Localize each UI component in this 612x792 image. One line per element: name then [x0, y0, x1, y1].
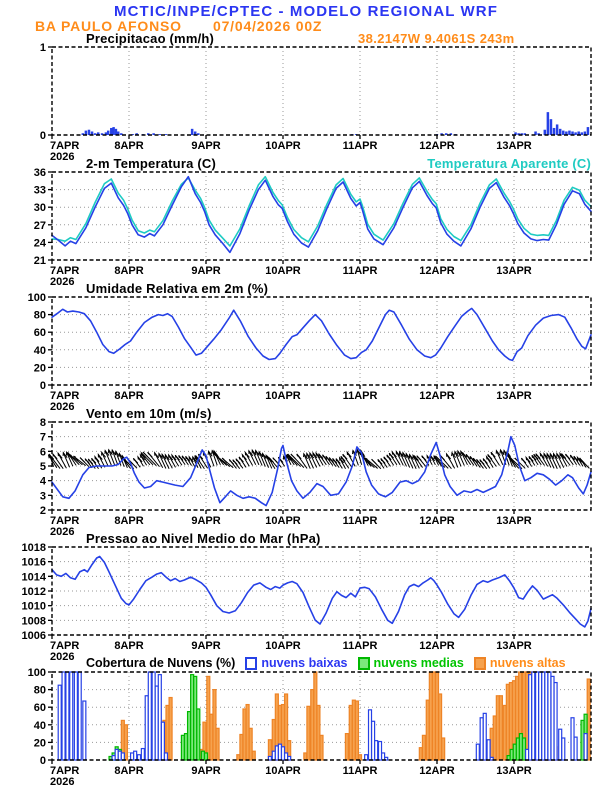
y-tick-label: 1 [39, 42, 46, 54]
y-tick-label: 6 [39, 446, 46, 459]
x-tick-label: 10APR [265, 390, 301, 402]
cloud-bar-nuvens-baixas [375, 741, 378, 760]
precip-bar [115, 129, 118, 135]
y-tick-label: 0 [39, 380, 46, 392]
y-tick-label: 0 [39, 755, 46, 767]
line-temperatura-aparente-c- [52, 177, 591, 246]
cloud-bar-nuvens-baixas [141, 749, 144, 760]
y-tick-label: 2 [39, 505, 46, 517]
y-tick-label: 40 [33, 344, 46, 357]
cloud-bar-nuvens-baixas [562, 738, 565, 760]
y-tick-label: 0 [39, 130, 46, 142]
x-tick-label: 8APR [114, 640, 144, 652]
cloud-bar-nuvens-baixas [365, 755, 368, 760]
x-tick-label: 8APR [114, 140, 144, 152]
x-axis-year-label: 2026 [50, 776, 75, 788]
x-tick-label: 7APR [50, 640, 80, 652]
x-tick-label: 12APR [419, 765, 455, 777]
y-tick-label: 5 [39, 461, 46, 473]
y-tick-label: 60 [33, 327, 46, 340]
x-tick-label: 7APR [50, 765, 80, 777]
x-tick-label: 12APR [419, 640, 455, 652]
cloud-bar-nuvens-baixas [574, 737, 577, 760]
x-axis-year-label: 2026 [50, 651, 75, 663]
line-umidade-relativa [52, 308, 591, 360]
x-tick-label: 8APR [114, 515, 144, 527]
precip-bar [587, 127, 590, 135]
cloud-bar-nuvens-baixas [66, 672, 69, 760]
y-tick-label: 20 [33, 737, 46, 750]
x-tick-label: 8APR [114, 765, 144, 777]
x-tick-label: 12APR [419, 140, 455, 152]
x-tick-label: 9APR [191, 765, 221, 777]
panel-precip [40, 42, 591, 163]
x-tick-label: 10APR [265, 140, 301, 152]
mid-clouds-swatch-icon [358, 657, 370, 670]
y-tick-label: 21 [33, 255, 46, 267]
y-tick-label: 40 [33, 719, 46, 732]
cloud-bar-nuvens-baixas [148, 672, 151, 760]
cloud-bar-nuvens-baixas [532, 672, 535, 760]
y-tick-label: 24 [33, 237, 46, 250]
x-tick-label: 10APR [265, 640, 301, 652]
cloud-bar-nuvens-baixas [78, 672, 81, 760]
x-tick-label: 11APR [342, 515, 378, 527]
x-axis-year-label: 2026 [50, 526, 75, 538]
y-tick-label: 27 [33, 219, 46, 232]
panel-frame [52, 47, 591, 135]
cloud-bar-nuvens-altas [307, 706, 310, 760]
cloud-bar-nuvens-baixas [476, 744, 479, 760]
y-tick-label: 33 [33, 184, 46, 197]
cloud-bar-nuvens-altas [216, 728, 219, 760]
x-tick-label: 10APR [265, 515, 301, 527]
panel-clouds [28, 667, 591, 788]
x-tick-label: 13APR [496, 140, 532, 152]
cloud-bar-nuvens-altas [320, 735, 323, 760]
cloud-bar-nuvens-altas [355, 701, 358, 760]
cloud-bar-nuvens-baixas [58, 685, 61, 760]
precip-bar [547, 112, 550, 135]
cloud-bar-nuvens-medias [197, 709, 200, 760]
x-tick-label: 13APR [496, 390, 532, 402]
x-axis-year-label: 2026 [50, 401, 75, 413]
y-tick-label: 1008 [21, 615, 46, 628]
panel-title-pressure: Pressao ao Nivel Medio do Mar (hPa) [86, 531, 321, 546]
y-tick-label: 1012 [21, 586, 46, 598]
y-tick-label: 60 [33, 702, 46, 715]
model-run-datetime: 07/04/2026 00Z [213, 18, 323, 34]
precip-bar [568, 131, 571, 135]
y-tick-label: 1010 [21, 600, 46, 613]
legend-item-high-clouds [474, 656, 566, 670]
x-tick-label: 12APR [419, 265, 455, 277]
x-tick-label: 8APR [114, 390, 144, 402]
cloud-bar-nuvens-baixas [70, 672, 73, 760]
x-tick-label: 13APR [496, 265, 532, 277]
x-tick-label: 7APR [50, 515, 80, 527]
x-tick-label: 7APR [50, 390, 80, 402]
legend-item-low-clouds [245, 656, 347, 670]
x-tick-label: 11APR [342, 640, 378, 652]
line-2-m-temperatura-c- [52, 177, 591, 253]
x-tick-label: 10APR [265, 765, 301, 777]
x-tick-label: 12APR [419, 515, 455, 527]
legend-item-mid-clouds [358, 656, 464, 670]
precip-bar [191, 129, 194, 135]
cloud-bar-nuvens-altas [345, 734, 348, 760]
cloud-bar-nuvens-baixas [584, 734, 587, 760]
y-tick-label: 36 [33, 167, 46, 179]
precip-bar [110, 128, 113, 135]
precip-bar [550, 119, 553, 135]
cloud-bar-nuvens-altas [499, 696, 502, 760]
y-tick-label: 20 [33, 362, 46, 375]
high-clouds-swatch-icon [474, 657, 486, 670]
x-tick-label: 11APR [342, 140, 378, 152]
y-tick-label: 4 [39, 475, 46, 488]
y-tick-label: 7 [39, 431, 46, 444]
cloud-bar-nuvens-baixas [134, 751, 137, 760]
panel-wind [40, 417, 591, 538]
legend-label-low-clouds: nuvens baixas [261, 656, 348, 670]
cloud-bar-nuvens-baixas [483, 713, 486, 760]
precip-bar [165, 134, 168, 135]
cloud-bar-nuvens-baixas [554, 683, 557, 760]
x-tick-label: 11APR [342, 765, 378, 777]
x-tick-label: 9APR [191, 140, 221, 152]
x-tick-label: 7APR [50, 140, 80, 152]
cloud-bar-nuvens-altas [169, 698, 172, 760]
legend-label-high-clouds: nuvens altas [489, 656, 566, 670]
y-tick-label: 3 [39, 490, 46, 503]
x-tick-label: 9APR [191, 515, 221, 527]
legend-label-mid-clouds: nuvens medias [373, 656, 464, 670]
cloud-bar-nuvens-altas [442, 738, 445, 760]
panel-title-wind: Vento em 10m (m/s) [86, 406, 212, 421]
x-tick-label: 9APR [191, 640, 221, 652]
y-tick-label: 1014 [21, 571, 46, 584]
x-tick-label: 11APR [342, 265, 378, 277]
cloud-bar-nuvens-altas [359, 755, 362, 760]
cloud-bar-nuvens-altas [252, 751, 255, 760]
precip-bar [556, 124, 559, 135]
x-tick-label: 8APR [114, 265, 144, 277]
y-tick-label: 100 [27, 292, 46, 304]
precip-bar [94, 133, 97, 135]
panel-title-temperature: 2-m Temperatura (C) [86, 156, 216, 171]
precip-bar [574, 132, 577, 135]
station-coordinates: 38.2147W 9.4061S 243m [358, 31, 515, 46]
precip-bar [159, 134, 162, 135]
y-tick-label: 1016 [21, 556, 46, 569]
low-clouds-swatch-icon [245, 657, 257, 670]
precip-bar [112, 127, 115, 135]
panel-rh [28, 292, 591, 413]
precip-bar [544, 130, 547, 135]
x-tick-label: 7APR [50, 265, 80, 277]
x-tick-label: 9APR [191, 390, 221, 402]
cloud-title-legend-row [86, 656, 566, 670]
x-tick-label: 11APR [342, 390, 378, 402]
panel-title-humidity: Umidade Relativa em 2m (%) [86, 281, 269, 296]
x-tick-label: 10APR [265, 265, 301, 277]
y-tick-label: 1018 [21, 542, 46, 554]
panel-frame [52, 297, 591, 385]
x-axis-year-label: 2026 [50, 151, 75, 163]
precip-bar [559, 129, 562, 135]
cloud-bar-nuvens-baixas [83, 701, 86, 760]
panel-pressure [22, 542, 591, 663]
precip-bar [88, 130, 91, 135]
x-tick-label: 13APR [496, 640, 532, 652]
cloud-bar-nuvens-baixas [74, 672, 77, 760]
panel-title-precipitation: Precipitacao (mm/h) [86, 31, 215, 46]
cloud-bar-nuvens-altas [422, 735, 425, 760]
x-tick-label: 13APR [496, 765, 532, 777]
line-pressao-ao-nivel-medio-do-mar [52, 557, 591, 627]
y-tick-label: 100 [27, 667, 46, 679]
cloud-bar-nuvens-baixas [164, 753, 167, 760]
y-tick-label: 80 [33, 309, 46, 322]
panel-title-clouds: Cobertura de Nuvens (%) [86, 656, 236, 670]
cloud-bar-nuvens-baixas [121, 753, 124, 760]
y-tick-label: 1006 [21, 630, 46, 642]
panel-temp [34, 167, 591, 288]
cloud-bar-nuvens-baixas [62, 672, 65, 760]
cloud-bar-nuvens-baixas [138, 755, 141, 760]
x-axis-year-label: 2026 [50, 276, 75, 288]
x-tick-label: 12APR [419, 390, 455, 402]
legend-apparent-temperature: Temperatura Aparente (C) [427, 156, 591, 171]
page-title: MCTIC/INPE/CPTEC - MODELO REGIONAL WRF [113, 3, 499, 20]
y-tick-label: 80 [33, 684, 46, 697]
y-tick-label: 30 [33, 202, 46, 215]
precip-bar [553, 128, 556, 135]
y-tick-label: 8 [39, 417, 46, 429]
x-tick-label: 13APR [496, 515, 532, 527]
cloud-bar-nuvens-medias [205, 753, 208, 760]
station-name: BA PAULO AFONSO [35, 18, 182, 34]
x-tick-label: 9APR [191, 265, 221, 277]
